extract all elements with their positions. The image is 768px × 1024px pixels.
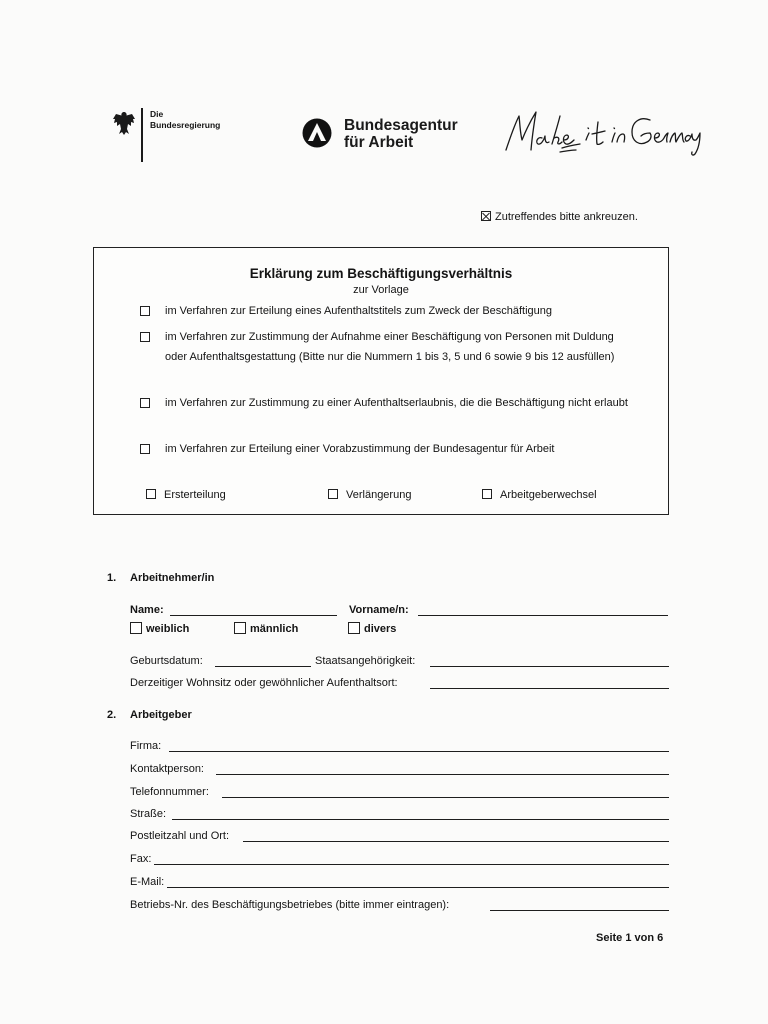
gender-diverse-checkbox[interactable] (348, 622, 360, 634)
procedure-option-4[interactable] (140, 439, 660, 459)
procedure-option-1[interactable] (140, 301, 660, 321)
type-first-issuance[interactable] (146, 489, 226, 501)
name-label: Name: (130, 604, 164, 616)
name-field[interactable] (170, 615, 337, 616)
gender-male[interactable] (234, 623, 298, 635)
section-2-number: 2. (107, 709, 117, 721)
postal-city-field[interactable] (243, 841, 669, 842)
firstname-field[interactable] (418, 615, 668, 616)
procedure-option-3[interactable] (140, 393, 660, 433)
email-field[interactable] (167, 887, 669, 888)
page-number: Seite 1 von 6 (596, 932, 664, 944)
contact-person-field[interactable] (216, 774, 669, 775)
procedure-option-4-label: im Verfahren zur Erteilung einer Vorabzustimmung der Bundesagentur für Arbeit (165, 443, 555, 455)
make-it-in-germany-signature (500, 100, 705, 162)
agency-logo-icon (302, 118, 332, 148)
employer-change-label: Arbeitgeberwechsel (500, 489, 597, 501)
government-logo-text (150, 109, 220, 131)
contact-person-label: Kontaktperson: (130, 763, 204, 775)
email-label: E-Mail: (130, 876, 165, 888)
street-field[interactable] (172, 819, 669, 820)
government-line2: Bundesregierung (150, 120, 221, 130)
government-divider (141, 108, 143, 162)
gender-diverse-label: divers (364, 623, 397, 635)
procedure-option-4-checkbox[interactable] (140, 444, 150, 454)
company-field[interactable] (169, 751, 669, 752)
gender-diverse[interactable] (348, 623, 396, 635)
agency-line1: Bundesagentur (344, 117, 458, 134)
crossed-checkbox-example-icon (481, 211, 491, 221)
extension-label: Verlängerung (346, 489, 412, 501)
phone-field[interactable] (222, 797, 669, 798)
first-issuance-label: Ersterteilung (164, 489, 226, 501)
federal-eagle-icon (112, 110, 136, 136)
company-number-field[interactable] (490, 910, 669, 911)
section-1-title: Arbeitnehmer/in (130, 572, 215, 584)
company-number-label: Betriebs-Nr. des Beschäftigungsbetriebes (bitte immer eintragen): (130, 899, 450, 911)
postal-city-label: Postleitzahl und Ort: (130, 830, 230, 842)
agency-line2: für Arbeit (344, 134, 414, 151)
nationality-label: Staatsangehörigkeit: (315, 655, 416, 667)
declaration-box (93, 247, 669, 515)
type-extension[interactable] (328, 489, 411, 501)
extension-checkbox[interactable] (328, 489, 338, 499)
procedure-option-2-checkbox[interactable] (140, 332, 150, 342)
street-label: Straße: (130, 808, 167, 820)
company-label: Firma: (130, 740, 162, 752)
birthdate-field[interactable] (215, 666, 311, 667)
procedure-option-2-label: im Verfahren zur Zustimmung der Aufnahme einer Beschäftigung von Personen mit Duldung oder Aufenthaltsgestattung (Bitte nur die Nummern 1 bis 3, 5 und 6 sowie 9 bis 12 ausfüllen) (165, 331, 615, 363)
procedure-option-1-checkbox[interactable] (140, 306, 150, 316)
gender-male-checkbox[interactable] (234, 622, 246, 634)
gender-female[interactable] (130, 623, 189, 635)
first-issuance-checkbox[interactable] (146, 489, 156, 499)
nationality-field[interactable] (430, 666, 669, 667)
declaration-title: Erklärung zum Beschäftigungsverhältnis (249, 266, 513, 281)
procedure-option-3-label: im Verfahren zur Zustimmung zu einer Aufenthaltserlaubnis, die die Beschäftigung nicht erlaubt (165, 397, 628, 409)
gender-female-label: weiblich (146, 623, 190, 635)
section-2-title: Arbeitgeber (130, 709, 192, 721)
employer-change-checkbox[interactable] (482, 489, 492, 499)
procedure-option-2[interactable] (140, 327, 660, 387)
procedure-option-1-label: im Verfahren zur Erteilung eines Aufenthaltstitels zum Zweck der Beschäftigung (165, 305, 553, 317)
residence-label: Derzeitiger Wohnsitz oder gewöhnlicher Aufenthaltsort: (130, 677, 398, 689)
section-1-number: 1. (107, 572, 117, 584)
gender-male-label: männlich (250, 623, 299, 635)
agency-logo-text (344, 117, 458, 151)
residence-field[interactable] (430, 688, 669, 689)
instruction-note (481, 211, 638, 223)
procedure-option-3-checkbox[interactable] (140, 398, 150, 408)
fax-label: Fax: (130, 853, 152, 865)
fax-field[interactable] (154, 864, 669, 865)
government-line1: Die (150, 109, 164, 119)
birthdate-label: Geburtsdatum: (130, 655, 203, 667)
declaration-subtitle: zur Vorlage (353, 284, 409, 296)
firstname-label: Vorname/n: (349, 604, 409, 616)
instruction-text: Zutreffendes bitte ankreuzen. (495, 211, 638, 223)
phone-label: Telefonnummer: (130, 786, 209, 798)
gender-female-checkbox[interactable] (130, 622, 142, 634)
type-employer-change[interactable] (482, 489, 597, 501)
